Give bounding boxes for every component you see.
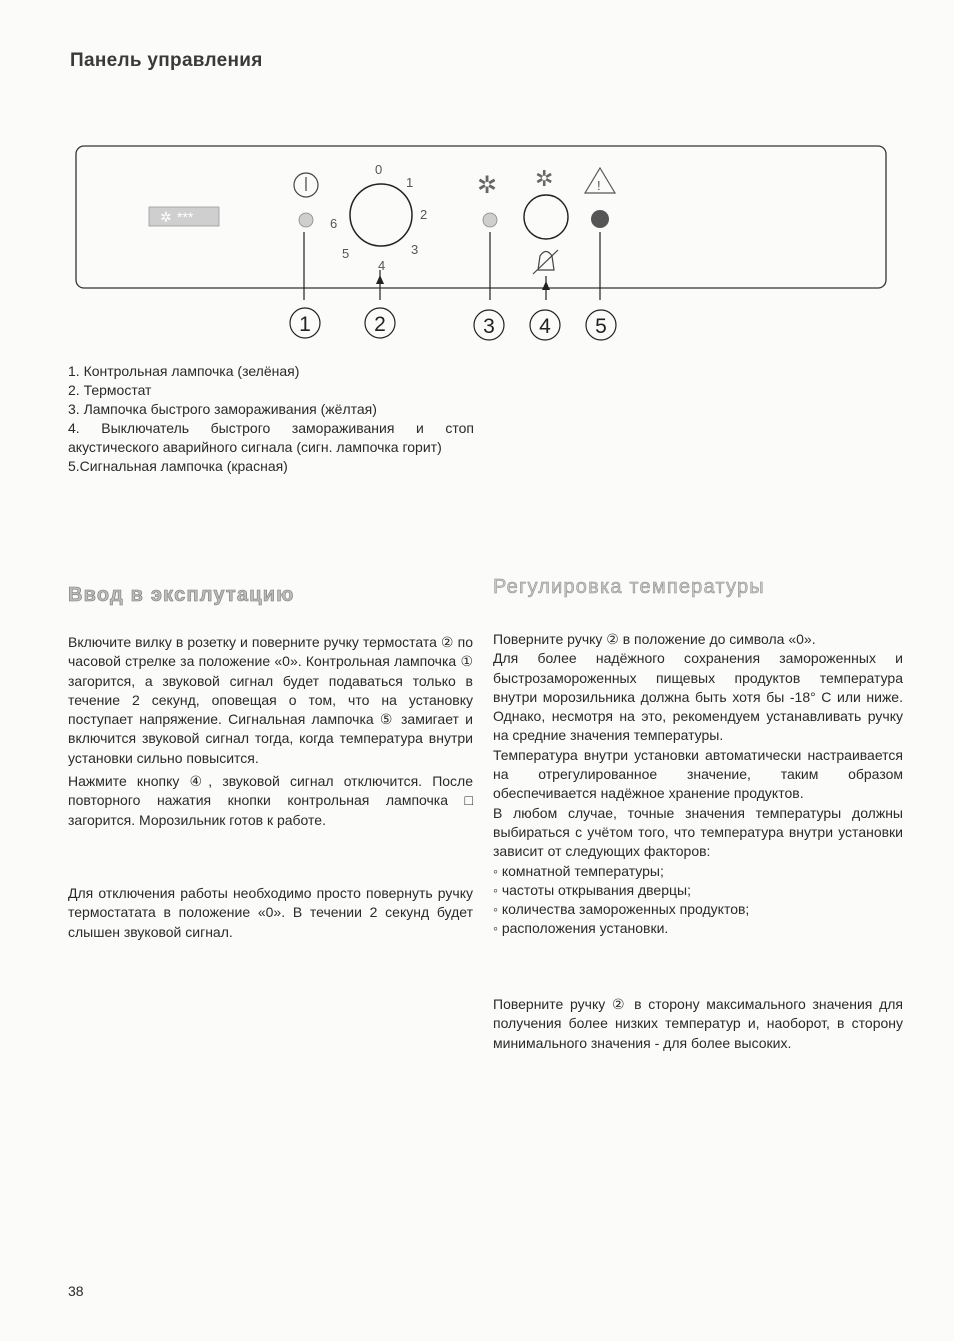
page-number: 38 — [68, 1283, 84, 1299]
temperature-adjust-text — [493, 995, 903, 1053]
badge-stars: *** — [177, 209, 194, 225]
callout-number: 3 — [483, 315, 495, 338]
dial-number: 3 — [411, 242, 419, 257]
paragraph: Для отключения работы необходимо просто повернуть ручку термостатата в положение «0». В течении 2 секунд будет слышен звуковой сигнал. — [68, 885, 473, 940]
callout-number: 1 — [299, 313, 311, 336]
legend-list — [68, 362, 474, 476]
list-item: ◦ комнатной температуры; — [493, 862, 664, 879]
page-title: Панель управления — [70, 50, 263, 71]
list-item: ◦ расположения установки. — [493, 920, 669, 937]
legend-item: 5.Сигнальная лампочка (красная) — [68, 458, 288, 474]
paragraph: Поверните ручку ② в сторону максимального значения для получения более низких температур и, наоборот, в сторону минимального значения - для более высоких. — [493, 996, 903, 1051]
dial-number: 4 — [378, 258, 386, 273]
snowflake-icon: ✲ — [535, 167, 554, 192]
snowflake-icon: ✲ — [477, 171, 498, 199]
green-lamp — [299, 213, 313, 227]
thermostat-dial — [350, 184, 412, 246]
section-heading-temperature: Регулировка температуры — [493, 576, 765, 598]
svg-text:!: ! — [597, 178, 601, 193]
legend-item: 4. Выключатель быстрого замораживания и стоп акустического аварийного сигнала (сигн. лампочка горит) — [68, 420, 474, 455]
legend-item: 2. Термостат — [68, 382, 152, 398]
legend-item: 3. Лампочка быстрого замораживания (жёлтая) — [68, 401, 377, 417]
red-lamp — [591, 210, 609, 228]
dial-number: 1 — [406, 175, 414, 190]
list-item: ◦ частоты открывания дверцы; — [493, 881, 691, 898]
paragraph: Для более надёжного сохранения замороженных и быстрозамороженных пищевых продуктов температура внутри морозильника должна быть хотя бы -18° С или ниже. Однако, несмотря на это, рекомендуем устанавливать ручку на средние значения температуры. — [493, 650, 903, 744]
temperature-text — [493, 630, 903, 939]
fast-freeze-button — [524, 195, 568, 239]
dial-number: 5 — [342, 246, 350, 261]
paragraph: В любом случае, точные значения температуры должны выбираться с учётом того, что температура внутри установки зависит от следующих факторов: — [493, 804, 903, 860]
commissioning-text — [68, 633, 473, 830]
list-item: ◦ количества замороженных продуктов; — [493, 901, 750, 918]
callout-number: 2 — [374, 313, 386, 336]
control-panel-diagram — [0, 0, 954, 360]
callout-number: 4 — [539, 315, 551, 338]
svg-text:✲: ✲ — [160, 209, 172, 225]
dial-number: 6 — [330, 216, 338, 231]
paragraph: Включите вилку в розетку и поверните ручку термостата ② по часовой стрелке за положение «0». Контрольная лампочка ① загорится, а звуковой сигнал будет подаваться только в течение 2 секунд, оповещая о том, что на установку поступает напряжение. Сигнальная лампочка ⑤ замигает и включится звуковой сигнал тогда, когда температура внутри установки сильно повысится. — [68, 634, 473, 766]
paragraph: Поверните ручку ② в положение до символа «0». — [493, 631, 816, 647]
dial-number: 2 — [420, 207, 428, 222]
legend-item: 1. Контрольная лампочка (зелёная) — [68, 363, 300, 379]
paragraph: Нажмите кнопку ④, звуковой сигнал отключится. После повторного нажатия кнопки контрольная лампочка □ загорится. Морозильник готов к работе. — [68, 773, 473, 828]
dial-number: 0 — [375, 162, 383, 177]
callout-number: 5 — [595, 315, 607, 338]
yellow-lamp — [483, 213, 497, 227]
section-heading-commissioning: Ввод в эксплутацию — [68, 584, 295, 606]
paragraph: Температура внутри установки автоматически настраивается на отрегулированное значение, таким образом обеспечивается надёжное хранение продуктов. — [493, 746, 903, 802]
shutdown-text — [68, 884, 473, 942]
